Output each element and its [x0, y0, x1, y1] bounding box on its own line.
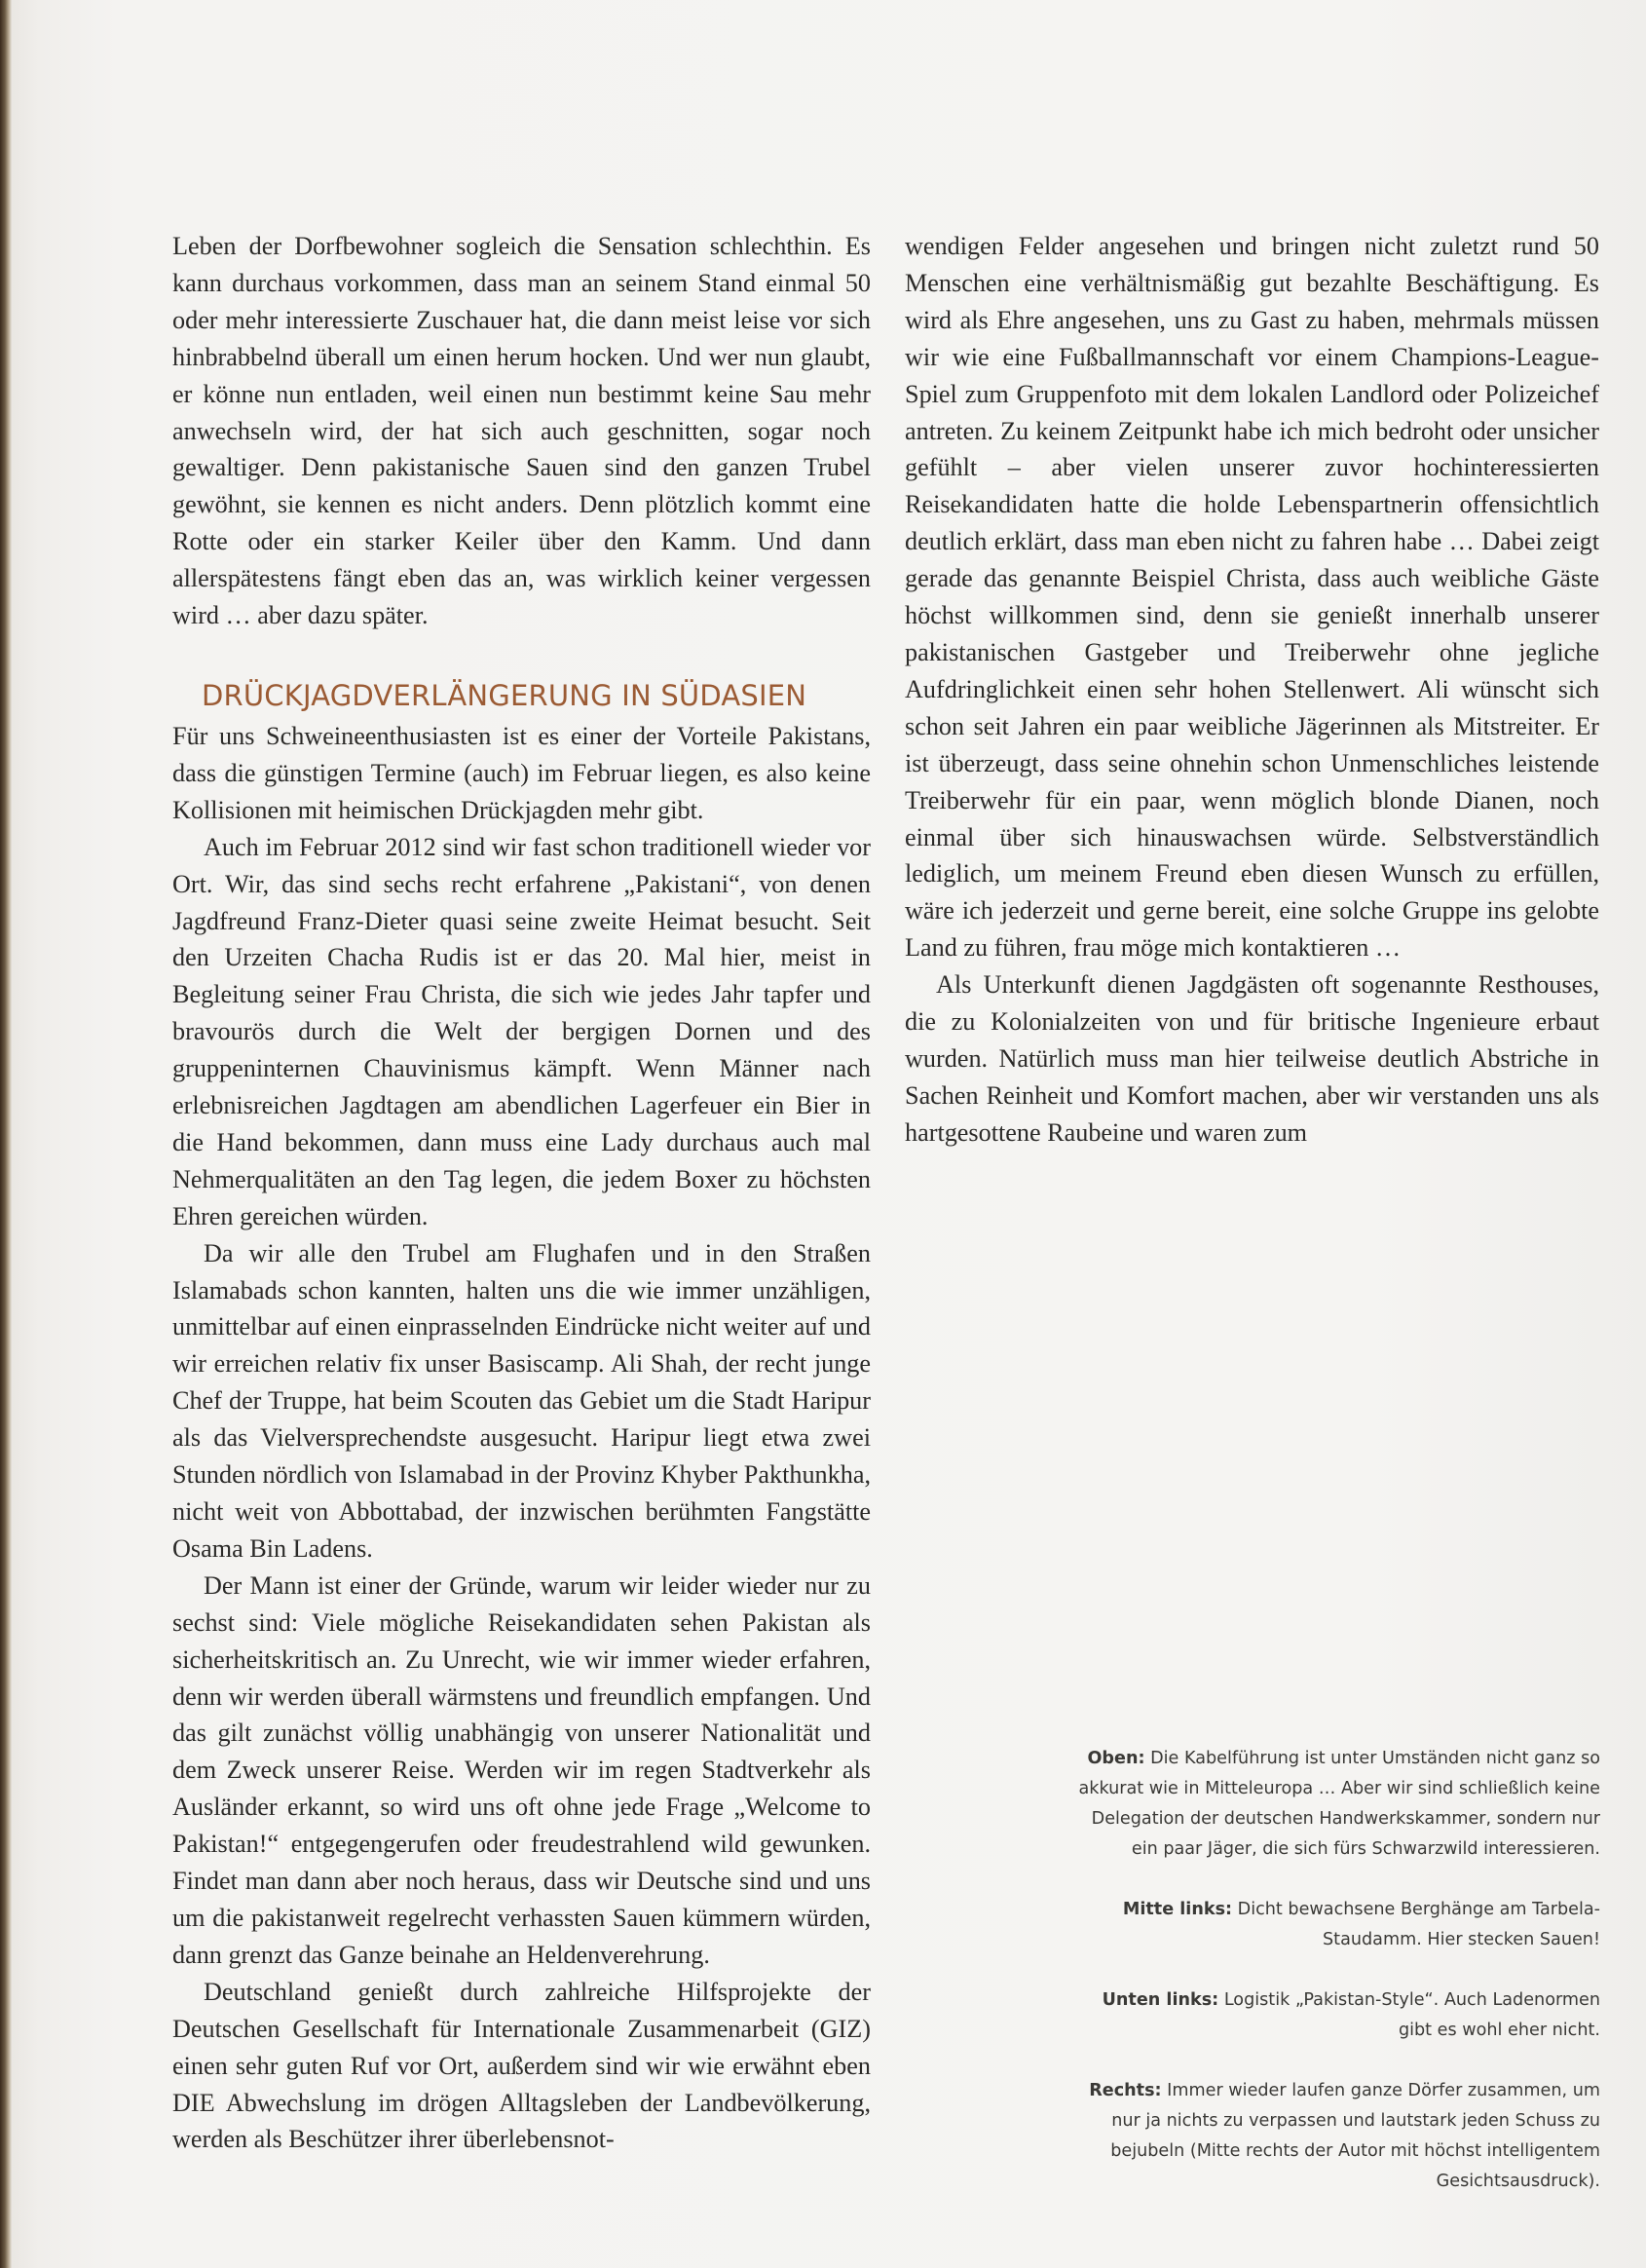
caption-label: Mitte links:: [1122, 1900, 1233, 1919]
body-paragraph: wendigen Felder angesehen und bringen nicht zuletzt rund 50 Menschen eine verhältnismäßig gut bezahlte Beschäftigung. Es wird als Ehre angesehen, uns zu Gast zu haben, mehrmals müssen wir wie eine Fußballmannschaft vor einem Champions-League-Spiel zum Gruppenfoto mit dem lokalen Landlord oder Polizeichef antreten. Zu keinem Zeitpunkt habe ich mich bedroht oder unsicher gefühlt – aber vielen unserer zuvor hochinteressierten Reisekandidaten hatte die holde Lebenspartnerin offensichtlich deutlich erklärt, dass man eben nicht zu fahren habe … Dabei zeigt gerade das genannte Beispiel Christa, dass auch weibliche Gäste höchst willkommen sind, denn sie genießt innerhalb unserer pakistanischen Gastgeber und Treiberwehr ohne jegliche Aufdringlichkeit einen sehr hohen Stellenwert. Ali wünscht sich schon seit Jahren ein paar weibliche Jägerinnen als Mitstreiter. Er ist überzeugt, dass seine ohnehin schon Unmenschliches leistende Treiberwehr für ein paar, wenn möglich blonde Dianen, noch einmal über sich hinauswachsen würde. Selbstverständlich lediglich, um meinem Freund eben diesen Wunsch zu erfüllen, wäre ich jederzeit und gerne bereit, eine solche Gruppe ins gelobte Land zu führen, frau möge mich kontaktieren …: [905, 232, 1599, 963]
caption-label: Rechts:: [1089, 2081, 1162, 2100]
body-paragraph: Der Mann ist einer der Gründe, warum wir leider wieder nur zu sechst sind: Viele mögliche Reisekandidaten sehen Pakistan als sicherheitskritisch an. Zu Unrecht, wie wir immer wieder erfahren, denn wir werden überall wärmstens und freundlich empfangen. Und das gilt zunächst völlig unabhängig von unserer Nationalität und dem Zweck unserer Reise. Werden wir im regen Stadtverkehr als Ausländer erkannt, so wird uns oft ohne jede Frage „Welcome to Pakistan!“ entgegengerufen oder freudestrahlend wild gewunken. Findet man dann aber noch heraus, dass wir Deutsche sind und uns um die pakistanweit regelrecht verhassten Sauen kümmern würden, dann grenzt das Ganze beinahe an Heldenverehrung.: [172, 1570, 871, 1969]
body-paragraph: Auch im Februar 2012 sind wir fast schon traditionell wieder vor Ort. Wir, das sind sechs recht erfahrene „Pakistani“, von denen Jagdfreund Franz-Dieter quasi seine zweite Heimat besucht. Seit den Urzeiten Chacha Rudis ist er das 20. Mal hier, meist in Begleitung seiner Frau Christa, die sich wie jedes Jahr tapfer und bravourös durch die Welt der bergigen Dornen und des gruppeninternen Chauvinismus kämpft. Wenn Männer nach erlebnisreichen Jagdtagen am abendlichen Lagerfeuer ein Bier in die Hand bekommen, dann muss eine Lady durchaus auch mal Nehmerqualitäten an den Tag legen, die jedem Boxer zu höchsten Ehren gereichen würden.: [172, 832, 871, 1230]
caption-label: Oben:: [1087, 1749, 1145, 1768]
right-text-column: [905, 228, 1599, 1152]
caption-bottom-left: [1071, 1985, 1600, 2046]
caption-text: Immer wieder laufen ganze Dörfer zusammen, um nur ja nichts zu verpassen und lautstark jeden Schuss zu bejubeln (Mitte rechts der Autor mit höchst intelligentem Gesichtsausdruck).: [1110, 2081, 1600, 2191]
body-paragraph: Deutschland genießt durch zahlreiche Hilfsprojekte der Deutschen Gesellschaft für Internationale Zusammenarbeit (GIZ) einen sehr guten Ruf vor Ort, außerdem sind wir wie erwähnt eben DIE Abwechslung im drögen Alltagsleben der Landbevölkerung, werden als Beschützer ihrer überlebensnot-: [172, 1977, 871, 2154]
section-heading: DRÜCKJAGDVERLÄNGERUNG IN SÜDASIEN: [202, 678, 807, 712]
book-spine-edge: [0, 0, 12, 2268]
caption-text: Die Kabelführung ist unter Umständen nicht ganz so akkurat wie in Mitteleuropa … Aber wir sind schließlich keine Delegation der deutschen Handwerkskammer, sondern nur ein paar Jäger, die sich fürs Schwarzwild interessieren.: [1078, 1749, 1600, 1859]
caption-text: Logistik „Pakistan-Style“. Auch Ladenormen gibt es wohl eher nicht.: [1223, 1990, 1600, 2040]
caption-top: [1071, 1744, 1600, 1865]
body-paragraph: Für uns Schweineenthusiasten ist es einer der Vorteile Pakistans, dass die günstigen Termine (auch) im Februar liegen, es also keine Kollisionen mit heimischen Drückjagden mehr gibt.: [172, 721, 871, 824]
body-paragraph: Leben der Dorfbewohner sogleich die Sensation schlechthin. Es kann durchaus vorkommen, dass man an seinem Stand einmal 50 oder mehr interessierte Zuschauer hat, die dann meist leise vor sich hinbrabbelnd überall um einen herum hocken. Und wer nun glaubt, er könne nun entladen, weil einen nun bestimmt keine Sau mehr anwechseln wird, der hat sich auch geschnitten, sogar noch gewaltiger. Denn pakistanische Sauen sind den ganzen Trubel gewöhnt, sie kennen es nicht anders. Denn plötzlich kommt eine Rotte oder ein starker Keiler über den Kamm. Und dann allerspätestens fängt eben das an, was wirklich keiner vergessen wird … aber dazu später.: [172, 232, 871, 630]
caption-label: Unten links:: [1102, 1990, 1219, 2010]
photo-captions: [1071, 1744, 1600, 2227]
body-paragraph: Als Unterkunft dienen Jagdgästen oft sogenannte Resthouses, die zu Kolonialzeiten von und für britische Ingenieure erbaut wurden. Natürlich muss man hier teilweise deutlich Abstriche in Sachen Reinheit und Komfort machen, aber wir verstanden uns als hartgesottene Raubeine und waren zum: [905, 970, 1599, 1147]
caption-right: [1071, 2076, 1600, 2197]
body-paragraph: Da wir alle den Trubel am Flughafen und in den Straßen Islamabads schon kannten, halten uns die wie immer unzähligen, unmittelbar auf einen einprasselnden Eindrücke nicht weiter auf und wir erreichen relativ fix unser Basiscamp. Ali Shah, der recht junge Chef der Truppe, hat beim Scouten das Gebiet um die Stadt Haripur als das Vielversprechendste ausgesucht. Haripur liegt etwa zwei Stunden nördlich von Islamabad in der Provinz Khyber Pakthunkha, nicht weit von Abbottabad, der inzwischen berühmten Fangstätte Osama Bin Ladens.: [172, 1238, 871, 1563]
caption-middle-left: [1071, 1895, 1600, 1955]
caption-text: Dicht bewachsene Berghänge am Tarbela-Staudamm. Hier stecken Sauen!: [1237, 1900, 1600, 1949]
left-text-column: [172, 228, 871, 2158]
